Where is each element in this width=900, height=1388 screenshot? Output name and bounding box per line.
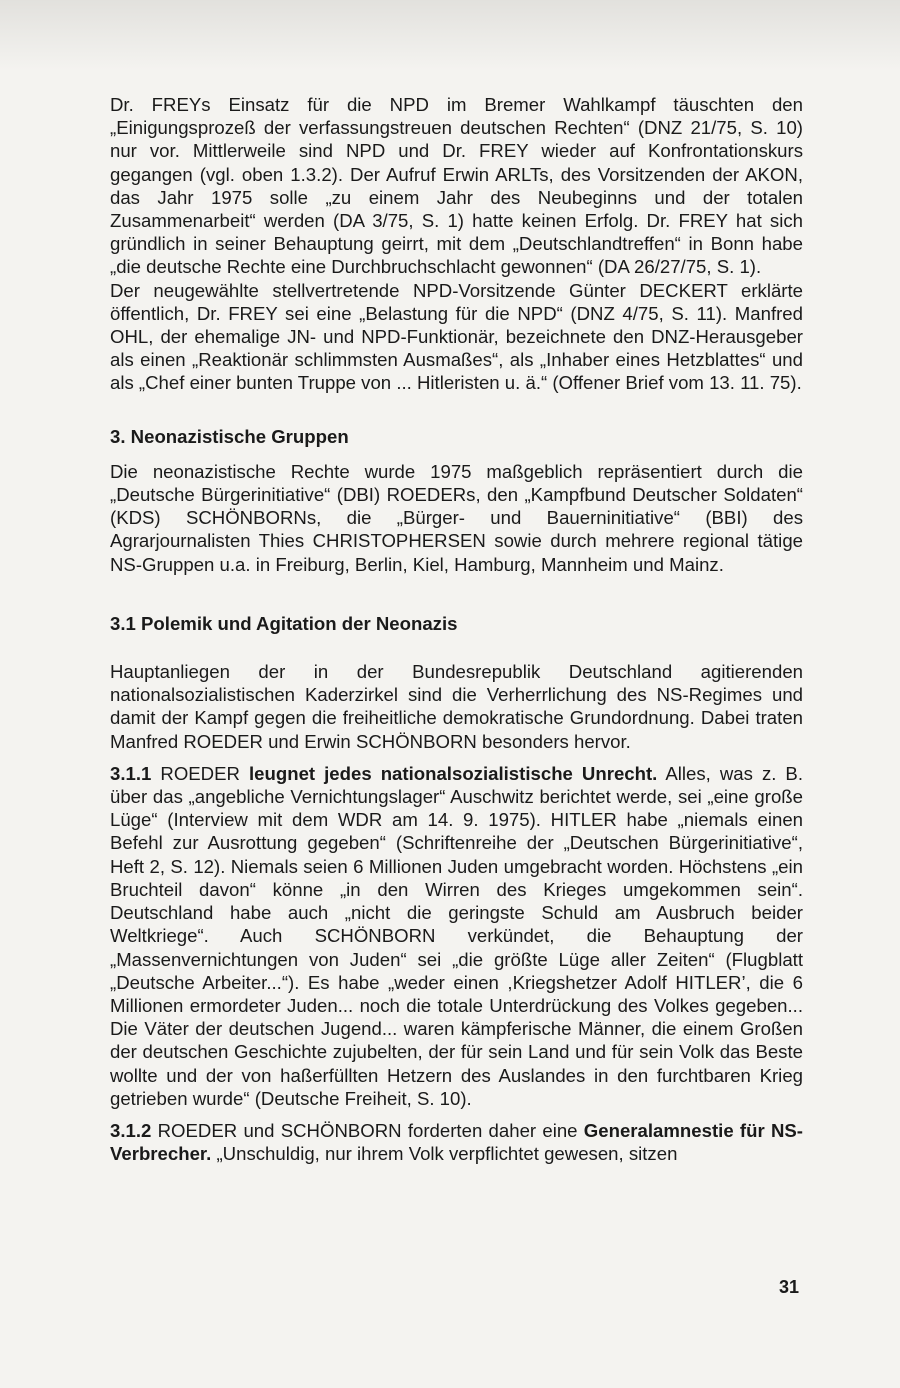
document-page	[110, 93, 803, 1165]
paragraph-3-1-2-lead: ROEDER und SCHÖNBORN forderten daher eine	[157, 1119, 578, 1141]
paragraph-3-1-1-lead: ROEDER	[160, 762, 240, 784]
paragraph-deckert-ohl: Der neugewählte stellvertretende NPD-Vorsitzende Günter DECKERT erklärte öffentlich, Dr. FREY sei eine „Belastung für die NPD“ (DNZ 4/75, S. 11). Manfred OHL, der ehemalige JN- und NPD-Funktionär, bezeichnete den DNZ-Herausgeber als einen „Reaktionär schlimmsten Ausmaßes“, als „Inhaber eines Hetzblattes“ und als „Chef einer bunten Truppe von ... Hitleristen u. ä.“ (Offener Brief vom 13. 11. 75).	[110, 279, 803, 394]
paragraph-hauptanliegen: Hauptanliegen der in der Bundesrepublik Deutschland agitierenden nationalsozialistischen Kaderzirkel sind die Verherrlichung des NS-Regimes und damit der Kampf gegen die freiheitliche demokratische Grundordnung. Dabei traten Manfred ROEDER und Erwin SCHÖNBORN besonders hervor.	[110, 661, 803, 752]
paragraph-3-1-2-bold: Generalamnestie für NS-Verbrecher.	[110, 1119, 803, 1165]
section-number-3-1-1: 3.1.1	[110, 762, 152, 784]
paragraph-3-1-1-text: Alles, was z. B. über das „angebliche Vernichtungslager“ Auschwitz berichtet werde, sei „eine große Lüge“ (Interview mit dem WDR am 14. 9. 1975). HITLER habe „niemals einen Befehl zur Ausrottung gegeben“ (Schriftenreihe der „Deutschen Bürgerinitiative“, Heft 2, S. 12). Niemals seien 6 Millionen Juden umgebracht worden. Höchstens „ein Bruchteil davon“ könne „in den Wirren des Krieges umgekommen sein“. Deutschland habe auch „nicht die geringste Schuld am Ausbruch beider Weltkriege“. Auch SCHÖNBORN verkündet, die Behauptung der „Massenvernichtungen von Juden“ sei „die größte Lüge aller Zeiten“ (Flugblatt „Deutsche Arbeiter...“). Es habe „weder einen ,Kriegshetzer Adolf HITLER’, die 6 Millionen ermordeter Juden... noch die totale Unterdrückung des Volkes gegeben... Die Väter der deutschen Jugend... waren kämpferische Männer, die einem Großen der deutschen Geschichte zujubelten, der für sein Land und für sein Volk das Beste wollte und der von haßerfüllten Hetzern des Auslandes in den furchtbaren Krieg getrieben wurde“ (Deutsche Freiheit, S. 10).	[110, 762, 804, 1109]
section-number-3-1-2: 3.1.2	[110, 1119, 152, 1141]
paragraph-3-1-1	[110, 762, 803, 1110]
paragraph-neonazi-groups: Die neonazistische Rechte wurde 1975 maßgeblich repräsentiert durch die „Deutsche Bürgerinitiative“ (DBI) ROEDERs, den „Kampfbund Deutscher Soldaten“ (KDS) SCHÖNBORNs, die „Bürger- und Bauerninitiative“ (BBI) des Agrarjournalisten Thies CHRISTOPHERSEN sowie durch mehrere regional tätige NS-Gruppen u.a. in Freiburg, Berlin, Kiel, Hamburg, Mannheim und Mainz.	[110, 460, 803, 575]
paragraph-3-1-2	[110, 1119, 803, 1165]
paragraph-3-1-2-text: „Unschuldig, nur ihrem Volk verpflichtet gewesen, sitzen	[216, 1143, 678, 1165]
paragraph-frey-npd: Dr. FREYs Einsatz für die NPD im Bremer Wahlkampf täuschten den „Einigungsprozeß der verfassungstreuen deutschen Rechten“ (DNZ 21/75, S. 10) nur vor. Mittlerweile sind NPD und Dr. FREY wieder auf Konfrontationskurs gegangen (vgl. oben 1.3.2). Der Aufruf Erwin ARLTs, des Vorsitzenden der AKON, das Jahr 1975 solle „zu einem Jahr des Neubeginns und der totalen Zusammenarbeit“ werden (DA 3/75, S. 1) hatte keinen Erfolg. Dr. FREY hat sich gründlich in seiner Behauptung geirrt, mit dem „Deutschlandtreffen“ in Bonn habe „die deutsche Rechte eine Durchbruchschlacht gewonnen“ (DA 26/27/75, S. 1).	[110, 94, 803, 278]
page-number: 31	[779, 1277, 800, 1297]
heading-polemik-agitation: 3.1 Polemik und Agitation der Neonazis	[110, 612, 458, 634]
page-edge-shadow	[0, 0, 900, 70]
paragraph-3-1-1-bold: leugnet jedes nationalsozialistische Unrecht.	[248, 762, 658, 784]
heading-neonazistische-gruppen: 3. Neonazistische Gruppen	[110, 425, 349, 447]
